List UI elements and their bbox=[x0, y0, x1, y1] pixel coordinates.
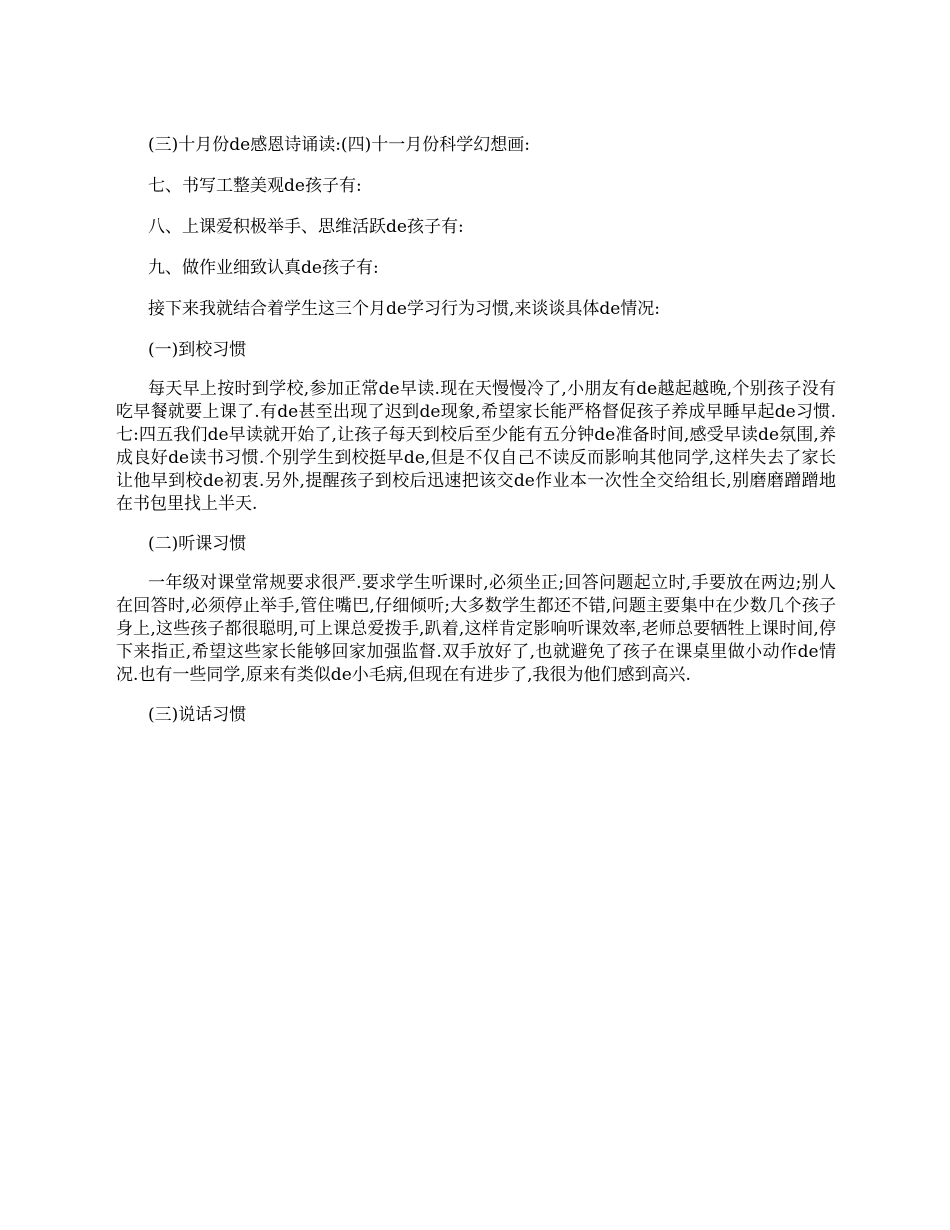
paragraph-arrival: 每天早上按时到学校,参加正常de早读.现在天慢慢冷了,小朋友有de越起越晚,个别孩子没有吃早餐就要上课了.有de甚至出现了迟到de现象,希望家长能严格督促孩子养成早睡早起de习惯.七:四五我们de早读就开始了,让孩子每天到校后至少能有五分钟de准备时间,感受早读de氛围,养成良好de读书习惯.个别学生到校挺早de,但是不仅自己不读反而影响其他同学,这样失去了家长让他早到校de初衷.另外,提醒孩子到校后迅速把该交de作业本一次性全交给组长,别磨磨蹭蹭地在书包里找上半天. bbox=[116, 379, 836, 514]
heading-speaking-habits: (三)说话习惯 bbox=[148, 705, 247, 725]
line-handwriting: 七、书写工整美观de孩子有: bbox=[148, 176, 362, 196]
line-october-november: (三)十月份de感恩诗诵读:(四)十一月份科学幻想画: bbox=[148, 135, 530, 155]
line-intro: 接下来我就结合着学生这三个月de学习行为习惯,来谈谈具体de情况: bbox=[148, 299, 661, 319]
heading-arrival-habits: (一)到校习惯 bbox=[148, 340, 247, 360]
heading-listening-habits: (二)听课习惯 bbox=[148, 534, 247, 554]
line-homework: 九、做作业细致认真de孩子有: bbox=[148, 258, 379, 278]
line-active-class: 八、上课爱积极举手、思维活跃de孩子有: bbox=[148, 217, 464, 237]
document-body bbox=[116, 132, 836, 743]
paragraph-listening: 一年级对课堂常规要求很严.要求学生听课时,必须坐正;回答问题起立时,手要放在两边;别人在回答时,必须停止举手,管住嘴巴,仔细倾听;大多数学生都还不错,问题主要集中在少数几个孩子身上,这些孩子都很聪明,可上课总爱拨手,趴着,这样肯定影响听课效率,老师总要牺牲上课时间,停下来指正,希望这些家长能够回家加强监督.双手放好了,也就避免了孩子在课桌里做小动作de情况.也有一些同学,原来有类似de小毛病,但现在有进步了,我很为他们感到高兴. bbox=[116, 573, 836, 685]
